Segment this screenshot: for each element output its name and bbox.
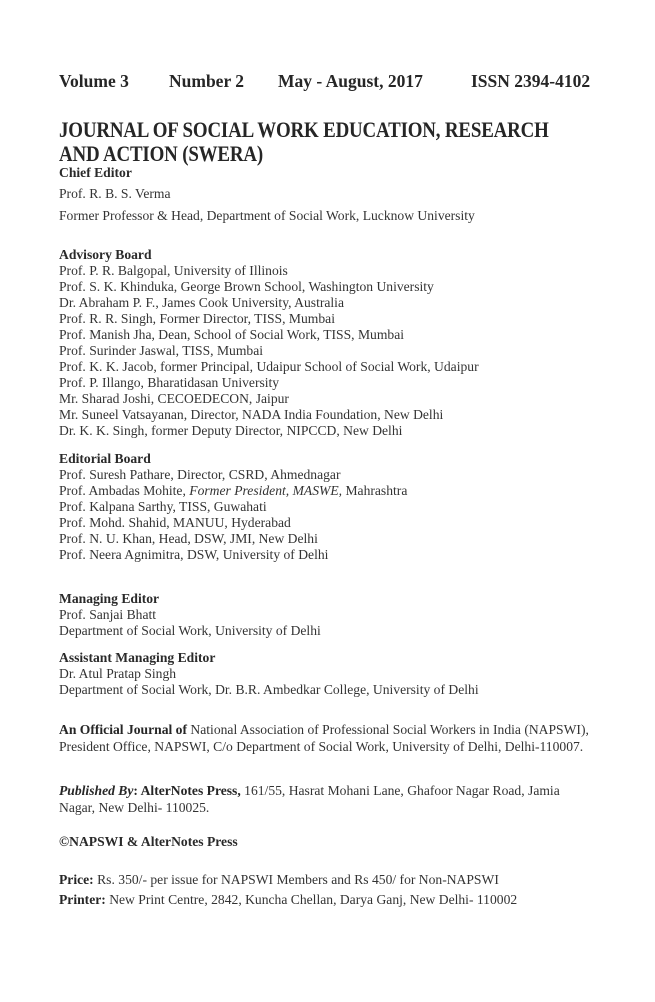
board-member: Mr. Suneel Vatsayanan, Director, NADA India Foundation, New Delhi [59,407,444,422]
journal-title: JOURNAL OF SOCIAL WORK EDUCATION, RESEARCH AND ACTION (SWERA) [59,117,549,166]
printer-note: Printer: New Print Centre, 2842, Kuncha Chellan, Darya Ganj, New Delhi- 110002 [59,892,518,907]
assistant-managing-editor-section [59,650,479,698]
assistant-managing-editor-affiliation: Department of Social Work, Dr. B.R. Ambedkar College, University of Delhi [59,682,479,697]
managing-editor-section [59,591,321,639]
issue-period: May - August, 2017 [278,71,423,91]
section-heading: Chief Editor [59,165,132,180]
editorial-board-section [59,451,407,563]
copyright-note: ©NAPSWI & AlterNotes Press [59,834,238,849]
chief-editor-name: Prof. R. B. S. Verma [59,186,171,201]
assistant-managing-editor-name: Dr. Atul Pratap Singh [59,666,177,681]
board-member: Mr. Sharad Joshi, CECOEDECON, Jaipur [59,391,289,406]
board-member: Prof. Ambadas Mohite, Former President, MASWE, Mahrashtra [59,483,408,498]
board-member: Prof. Suresh Pathare, Director, CSRD, Ahmednagar [59,467,341,482]
board-member: Prof. Neera Agnimitra, DSW, University of Delhi [59,547,329,562]
section-heading: Managing Editor [59,591,160,606]
section-heading: Advisory Board [59,247,152,262]
board-member: Prof. R. R. Singh, Former Director, TISS, Mumbai [59,311,335,326]
managing-editor-affiliation: Department of Social Work, University of Delhi [59,623,321,638]
advisory-board-section [59,247,479,439]
issn: ISSN 2394-4102 [471,71,591,91]
official-journal-note: An Official Journal of National Association of Professional Social Workers in India (NAPSWI), President Office, NAPSWI, C/o Department of Social Work, University of Delhi, Delhi-110007. [59,722,589,754]
publisher-note: Published By: AlterNotes Press, 161/55, Hasrat Mohani Lane, Ghafoor Nagar Road, Jamia Nagar, New Delhi- 110025. [59,783,560,815]
board-member: Prof. P. R. Balgopal, University of Illinois [59,263,288,278]
section-heading: Editorial Board [59,451,151,466]
board-member: Prof. Mohd. Shahid, MANUU, Hyderabad [59,515,291,530]
board-member: Prof. K. K. Jacob, former Principal, Udaipur School of Social Work, Udaipur [59,359,479,374]
issue-number: Number 2 [169,71,245,91]
section-heading: Assistant Managing Editor [59,650,216,665]
board-member: Dr. K. K. Singh, former Deputy Director, NIPCCD, New Delhi [59,423,403,438]
advisory-board-list [59,263,479,439]
chief-editor-section [59,165,475,224]
board-member: Prof. P. Illango, Bharatidasan University [59,375,280,390]
volume: Volume 3 [59,71,129,91]
board-member: Prof. Manish Jha, Dean, School of Social Work, TISS, Mumbai [59,327,405,342]
price-note: Price: Rs. 350/- per issue for NAPSWI Members and Rs 450/ for Non-NAPSWI [59,872,499,887]
editorial-board-list [59,467,407,563]
board-member: Prof. S. K. Khinduka, George Brown School, Washington University [59,279,434,294]
chief-editor-affiliation: Former Professor & Head, Department of Social Work, Lucknow University [59,208,475,223]
managing-editor-name: Prof. Sanjai Bhatt [59,607,157,622]
board-member: Prof. Kalpana Sarthy, TISS, Guwahati [59,499,267,514]
board-member: Prof. Surinder Jaswal, TISS, Mumbai [59,343,264,358]
board-member: Prof. N. U. Khan, Head, DSW, JMI, New Delhi [59,531,318,546]
board-member: Dr. Abraham P. F., James Cook University, Australia [59,295,344,310]
